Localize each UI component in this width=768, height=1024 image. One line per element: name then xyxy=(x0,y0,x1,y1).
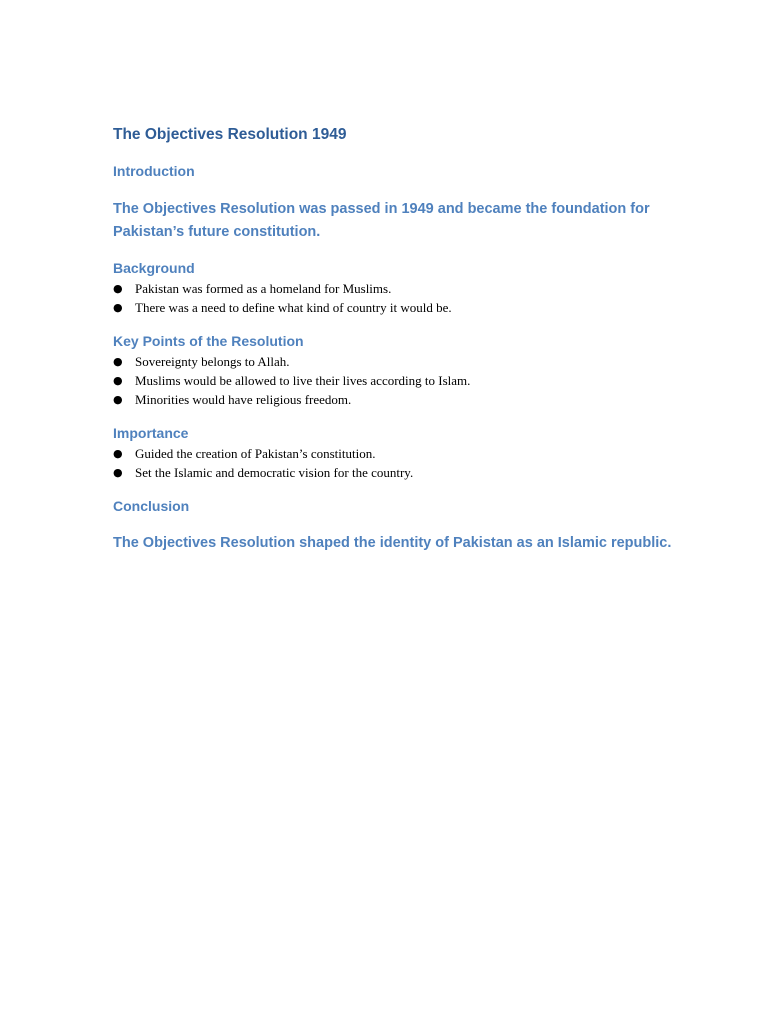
list-item-text: Pakistan was formed as a homeland for Muslims. xyxy=(135,281,392,296)
list-item xyxy=(113,371,673,390)
importance-list xyxy=(113,444,673,482)
background-list xyxy=(113,279,673,317)
list-item xyxy=(113,390,673,409)
list-item-text: Sovereignty belongs to Allah. xyxy=(135,354,290,369)
document-body xyxy=(113,124,673,555)
introduction-heading: Introduction xyxy=(113,163,195,179)
conclusion-text: The Objectives Resolution shaped the identity of Pakistan as an Islamic republic. xyxy=(113,535,672,551)
list-item xyxy=(113,279,673,298)
conclusion-heading: Conclusion xyxy=(113,498,190,514)
document-title: The Objectives Resolution 1949 xyxy=(113,126,347,143)
introduction-text: The Objectives Resolution was passed in 1949 and became the foundation for Pakistan’s future constitution. xyxy=(113,201,650,240)
list-item xyxy=(113,298,673,317)
bullet-icon: ● xyxy=(113,355,123,368)
key-points-list xyxy=(113,352,673,409)
importance-heading: Importance xyxy=(113,425,189,441)
list-item xyxy=(113,444,673,463)
list-item-text: Guided the creation of Pakistan’s constitution. xyxy=(135,446,376,461)
bullet-icon: ● xyxy=(113,447,123,460)
list-item-text: Set the Islamic and democratic vision for the country. xyxy=(135,465,414,480)
bullet-icon: ● xyxy=(113,466,123,479)
list-item xyxy=(113,463,673,482)
list-item-text: There was a need to define what kind of country it would be. xyxy=(135,300,452,315)
bullet-icon: ● xyxy=(113,282,123,295)
bullet-icon: ● xyxy=(113,374,123,387)
list-item-text: Muslims would be allowed to live their lives according to Islam. xyxy=(135,373,471,388)
bullet-icon: ● xyxy=(113,301,123,314)
list-item-text: Minorities would have religious freedom. xyxy=(135,392,352,407)
background-heading: Background xyxy=(113,260,195,276)
key-points-heading: Key Points of the Resolution xyxy=(113,333,304,349)
list-item xyxy=(113,352,673,371)
bullet-icon: ● xyxy=(113,393,123,406)
